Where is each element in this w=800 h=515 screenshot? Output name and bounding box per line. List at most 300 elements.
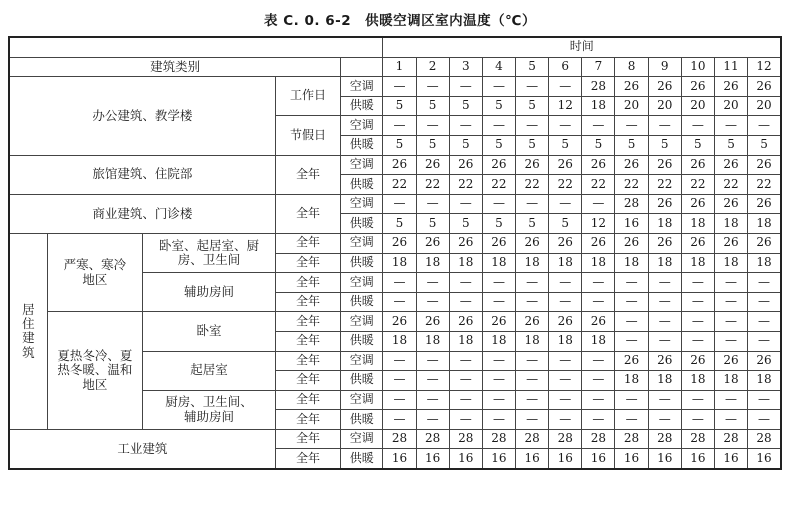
temperature-cell: 26	[681, 155, 714, 175]
temperature-cell: 26	[681, 233, 714, 253]
temperature-cell: 18	[416, 253, 449, 273]
temperature-cell: 5	[482, 96, 515, 116]
temperature-cell: —	[582, 292, 615, 312]
temperature-cell: —	[714, 390, 747, 410]
temperature-cell: 5	[416, 214, 449, 234]
mode-heating: 供暖	[341, 175, 383, 195]
temperature-cell: —	[615, 390, 648, 410]
table-title: 表 C. 0. 6-2 供暖空调区室内温度（℃）	[264, 13, 536, 29]
month-header: 1	[383, 57, 416, 77]
period-all-year: 全年	[275, 410, 340, 430]
temperature-cell: 18	[549, 331, 582, 351]
temperature-cell: —	[383, 292, 416, 312]
temperature-cell: 28	[449, 429, 482, 449]
temperature-cell: 26	[748, 77, 781, 97]
temperature-cell: —	[482, 273, 515, 293]
temperature-cell: 20	[714, 96, 747, 116]
temperature-cell: 26	[648, 77, 681, 97]
temperature-cell: —	[648, 292, 681, 312]
temperature-cell: —	[714, 331, 747, 351]
temperature-cell: 5	[482, 214, 515, 234]
period-all-year: 全年	[275, 351, 340, 371]
temperature-cell: 28	[615, 194, 648, 214]
temperature-cell: 18	[582, 96, 615, 116]
temperature-cell: —	[748, 273, 781, 293]
temperature-cell: 26	[615, 155, 648, 175]
table-row	[9, 233, 781, 253]
temperature-cell: —	[714, 410, 747, 430]
time-header: 时间	[383, 37, 781, 57]
temperature-cell: 26	[648, 233, 681, 253]
temperature-cell: 26	[681, 351, 714, 371]
temperature-cell: —	[615, 312, 648, 332]
temperature-cell: 22	[482, 175, 515, 195]
temperature-cell: —	[482, 351, 515, 371]
temperature-cell: —	[449, 351, 482, 371]
temperature-cell: 26	[516, 312, 549, 332]
temperature-cell: 18	[383, 331, 416, 351]
temperature-cell: —	[748, 390, 781, 410]
temperature-cell: 26	[449, 233, 482, 253]
temperature-cell: 28	[416, 429, 449, 449]
temperature-cell: —	[582, 116, 615, 136]
temperature-cell: 26	[516, 155, 549, 175]
temperature-cell: 26	[383, 233, 416, 253]
temperature-cell: 5	[449, 135, 482, 155]
mode-heating: 供暖	[341, 253, 383, 273]
temperature-cell: 26	[714, 233, 747, 253]
temperature-cell: 26	[582, 233, 615, 253]
indoor-temperature-table	[8, 36, 782, 470]
temperature-cell: 22	[383, 175, 416, 195]
temperature-cell: 28	[748, 429, 781, 449]
temperature-cell: —	[383, 116, 416, 136]
temperature-cell: 5	[516, 214, 549, 234]
temperature-cell: —	[482, 77, 515, 97]
temperature-cell: —	[714, 292, 747, 312]
temperature-cell: 18	[648, 253, 681, 273]
temperature-cell: 22	[549, 175, 582, 195]
table-row	[9, 155, 781, 175]
temperature-cell: —	[648, 312, 681, 332]
temperature-cell: 5	[383, 96, 416, 116]
temperature-cell: 16	[648, 449, 681, 469]
temperature-cell: 5	[449, 214, 482, 234]
temperature-cell: 16	[748, 449, 781, 469]
temperature-cell: —	[516, 371, 549, 391]
period-all-year: 全年	[275, 331, 340, 351]
room-auxiliary: 辅助房间	[143, 273, 276, 312]
temperature-cell: 16	[714, 449, 747, 469]
temperature-cell: 26	[748, 351, 781, 371]
temperature-cell: 5	[449, 96, 482, 116]
temperature-cell: 18	[714, 253, 747, 273]
temperature-cell: 26	[383, 312, 416, 332]
temperature-cell: 18	[681, 253, 714, 273]
temperature-cell: —	[714, 312, 747, 332]
temperature-cell: 26	[648, 194, 681, 214]
temperature-cell: 18	[615, 253, 648, 273]
temperature-cell: 5	[482, 135, 515, 155]
temperature-cell: —	[681, 390, 714, 410]
period-all-year: 全年	[275, 194, 340, 233]
temperature-cell: —	[582, 371, 615, 391]
temperature-cell: —	[648, 331, 681, 351]
mode-ac: 空调	[341, 77, 383, 97]
temperature-cell: 5	[549, 135, 582, 155]
temperature-cell: 18	[582, 331, 615, 351]
temperature-cell: 28	[615, 429, 648, 449]
temperature-cell: —	[416, 371, 449, 391]
temperature-cell: —	[383, 410, 416, 430]
temperature-cell: 5	[383, 135, 416, 155]
temperature-cell: 5	[416, 135, 449, 155]
temperature-cell: —	[549, 410, 582, 430]
temperature-cell: —	[681, 292, 714, 312]
temperature-cell: —	[416, 116, 449, 136]
mode-heating: 供暖	[341, 214, 383, 234]
temperature-cell: —	[482, 410, 515, 430]
period-all-year: 全年	[275, 429, 340, 449]
temperature-cell: 18	[714, 214, 747, 234]
temperature-cell: 16	[615, 449, 648, 469]
temperature-cell: —	[416, 351, 449, 371]
month-header: 2	[416, 57, 449, 77]
temperature-cell: —	[681, 331, 714, 351]
building-type-header: 建筑类别	[9, 57, 341, 77]
temperature-cell: —	[516, 390, 549, 410]
temperature-cell: 18	[714, 371, 747, 391]
temperature-cell: —	[449, 371, 482, 391]
temperature-cell: 18	[482, 331, 515, 351]
temperature-cell: 16	[416, 449, 449, 469]
temperature-cell: 28	[582, 77, 615, 97]
temperature-cell: —	[681, 116, 714, 136]
temperature-cell: —	[383, 273, 416, 293]
temperature-cell: 28	[681, 429, 714, 449]
room-kitchen-aux: 厨房、卫生间、辅助房间	[143, 390, 276, 429]
month-header: 5	[516, 57, 549, 77]
period-workday: 工作日	[275, 77, 340, 116]
mode-ac: 空调	[341, 116, 383, 136]
temperature-cell: 18	[383, 253, 416, 273]
temperature-cell: —	[681, 410, 714, 430]
temperature-cell: 22	[681, 175, 714, 195]
temperature-cell: 5	[549, 214, 582, 234]
temperature-cell: —	[449, 77, 482, 97]
temperature-cell: 20	[681, 96, 714, 116]
temperature-cell: —	[482, 194, 515, 214]
temperature-cell: 26	[416, 233, 449, 253]
temperature-cell: —	[516, 292, 549, 312]
period-all-year: 全年	[275, 371, 340, 391]
temperature-cell: 28	[648, 429, 681, 449]
mode-heating: 供暖	[341, 292, 383, 312]
temperature-cell: —	[615, 116, 648, 136]
temperature-cell: 18	[748, 214, 781, 234]
mode-ac: 空调	[341, 429, 383, 449]
temperature-cell: —	[582, 351, 615, 371]
month-header: 12	[748, 57, 781, 77]
temperature-cell: 12	[549, 96, 582, 116]
temperature-cell: 28	[582, 429, 615, 449]
month-header: 7	[582, 57, 615, 77]
temperature-cell: 28	[482, 429, 515, 449]
temperature-cell: 20	[648, 96, 681, 116]
category-residential: 居住建筑	[9, 233, 47, 429]
table-row	[9, 194, 781, 214]
room-bed-living-kitchen: 卧室、起居室、厨房、卫生间	[143, 233, 276, 272]
temperature-cell: 26	[416, 155, 449, 175]
temperature-cell: —	[383, 194, 416, 214]
temperature-cell: 26	[714, 194, 747, 214]
temperature-cell: —	[516, 77, 549, 97]
temperature-cell: 18	[516, 253, 549, 273]
temperature-cell: 26	[516, 233, 549, 253]
temperature-cell: 20	[615, 96, 648, 116]
temperature-cell: 5	[748, 135, 781, 155]
table-row	[9, 312, 781, 332]
temperature-cell: —	[516, 194, 549, 214]
temperature-cell: —	[383, 371, 416, 391]
period-all-year: 全年	[275, 273, 340, 293]
temperature-cell: 26	[714, 351, 747, 371]
temperature-cell: —	[416, 292, 449, 312]
zone-hot-summer: 夏热冬冷、夏热冬暖、温和地区	[47, 312, 142, 430]
temperature-cell: 5	[615, 135, 648, 155]
room-living: 起居室	[143, 351, 276, 390]
temperature-cell: 18	[549, 253, 582, 273]
temperature-cell: 18	[681, 214, 714, 234]
temperature-cell: 18	[748, 253, 781, 273]
period-all-year: 全年	[275, 449, 340, 469]
temperature-cell: —	[482, 116, 515, 136]
period-all-year: 全年	[275, 292, 340, 312]
temperature-cell: 26	[681, 194, 714, 214]
month-header: 9	[648, 57, 681, 77]
mode-heating: 供暖	[341, 96, 383, 116]
temperature-cell: —	[648, 116, 681, 136]
temperature-cell: 18	[449, 253, 482, 273]
temperature-cell: —	[748, 116, 781, 136]
temperature-cell: 26	[714, 155, 747, 175]
temperature-cell: 26	[648, 155, 681, 175]
temperature-cell: —	[748, 292, 781, 312]
temperature-cell: 26	[615, 233, 648, 253]
category-commercial: 商业建筑、门诊楼	[9, 194, 275, 233]
table-row	[9, 429, 781, 449]
temperature-cell: —	[449, 194, 482, 214]
mode-ac: 空调	[341, 351, 383, 371]
table-row	[9, 77, 781, 97]
header-row-months	[9, 57, 781, 77]
mode-ac: 空调	[341, 194, 383, 214]
temperature-cell: 26	[714, 77, 747, 97]
temperature-cell: 26	[482, 312, 515, 332]
temperature-cell: 26	[549, 155, 582, 175]
temperature-cell: 26	[748, 233, 781, 253]
temperature-cell: —	[416, 194, 449, 214]
month-header: 10	[681, 57, 714, 77]
temperature-cell: —	[748, 331, 781, 351]
temperature-cell: 26	[416, 312, 449, 332]
temperature-cell: —	[383, 390, 416, 410]
mode-ac: 空调	[341, 273, 383, 293]
temperature-cell: —	[748, 312, 781, 332]
temperature-cell: —	[582, 390, 615, 410]
temperature-cell: 26	[582, 312, 615, 332]
mode-ac: 空调	[341, 312, 383, 332]
mode-ac: 空调	[341, 233, 383, 253]
temperature-cell: 26	[582, 155, 615, 175]
temperature-cell: —	[482, 390, 515, 410]
temperature-cell: 22	[714, 175, 747, 195]
mode-ac: 空调	[341, 155, 383, 175]
temperature-cell: —	[748, 410, 781, 430]
temperature-cell: 26	[748, 155, 781, 175]
mode-heating: 供暖	[341, 331, 383, 351]
temperature-cell: —	[449, 292, 482, 312]
temperature-cell: 5	[516, 135, 549, 155]
period-all-year: 全年	[275, 155, 340, 194]
temperature-cell: —	[714, 273, 747, 293]
temperature-cell: —	[549, 351, 582, 371]
temperature-cell: —	[416, 410, 449, 430]
temperature-cell: 22	[748, 175, 781, 195]
temperature-cell: 22	[416, 175, 449, 195]
mode-heating: 供暖	[341, 449, 383, 469]
temperature-cell: —	[383, 351, 416, 371]
temperature-cell: 5	[582, 135, 615, 155]
mode-heating: 供暖	[341, 135, 383, 155]
temperature-cell: 18	[449, 331, 482, 351]
temperature-cell: 28	[383, 429, 416, 449]
temperature-cell: —	[681, 312, 714, 332]
period-all-year: 全年	[275, 390, 340, 410]
temperature-cell: 16	[383, 449, 416, 469]
temperature-cell: 18	[648, 214, 681, 234]
temperature-cell: 26	[482, 233, 515, 253]
temperature-cell: 12	[582, 214, 615, 234]
temperature-cell: —	[582, 410, 615, 430]
temperature-cell: 26	[549, 233, 582, 253]
temperature-cell: 26	[748, 194, 781, 214]
period-holiday: 节假日	[275, 116, 340, 155]
temperature-cell: 22	[615, 175, 648, 195]
temperature-cell: 18	[416, 331, 449, 351]
zone-severe-cold: 严寒、寒冷地区	[47, 233, 142, 311]
temperature-cell: —	[714, 116, 747, 136]
temperature-cell: —	[482, 292, 515, 312]
temperature-cell: 26	[681, 77, 714, 97]
temperature-cell: 26	[549, 312, 582, 332]
temperature-cell: —	[615, 410, 648, 430]
temperature-cell: 16	[449, 449, 482, 469]
header-row-time	[9, 37, 781, 57]
temperature-cell: —	[549, 116, 582, 136]
temperature-cell: 26	[648, 351, 681, 371]
temperature-cell: —	[582, 194, 615, 214]
temperature-cell: 5	[416, 96, 449, 116]
temperature-cell: —	[648, 390, 681, 410]
temperature-cell: 18	[748, 371, 781, 391]
mode-heating: 供暖	[341, 410, 383, 430]
month-header: 6	[549, 57, 582, 77]
temperature-cell: 16	[549, 449, 582, 469]
temperature-cell: —	[383, 77, 416, 97]
temperature-cell: 5	[648, 135, 681, 155]
temperature-cell: —	[449, 273, 482, 293]
temperature-cell: —	[549, 194, 582, 214]
temperature-cell: 26	[449, 312, 482, 332]
temperature-cell: —	[416, 390, 449, 410]
temperature-cell: 26	[449, 155, 482, 175]
temperature-cell: —	[449, 390, 482, 410]
temperature-cell: 16	[681, 449, 714, 469]
temperature-cell: —	[615, 292, 648, 312]
temperature-cell: —	[615, 273, 648, 293]
temperature-cell: 26	[383, 155, 416, 175]
category-office: 办公建筑、教学楼	[9, 77, 275, 155]
temperature-cell: —	[681, 273, 714, 293]
temperature-cell: —	[615, 331, 648, 351]
temperature-cell: —	[482, 371, 515, 391]
temperature-cell: —	[549, 292, 582, 312]
temperature-cell: 5	[681, 135, 714, 155]
temperature-cell: 5	[714, 135, 747, 155]
temperature-cell: —	[416, 77, 449, 97]
temperature-cell: —	[582, 273, 615, 293]
category-industrial: 工业建筑	[9, 429, 275, 469]
temperature-cell: —	[449, 410, 482, 430]
month-header: 11	[714, 57, 747, 77]
room-bedroom: 卧室	[143, 312, 276, 351]
temperature-cell: 26	[482, 155, 515, 175]
temperature-cell: 16	[582, 449, 615, 469]
temperature-cell: 28	[714, 429, 747, 449]
month-header: 3	[449, 57, 482, 77]
mode-heating: 供暖	[341, 371, 383, 391]
temperature-cell: —	[516, 410, 549, 430]
temperature-cell: 22	[648, 175, 681, 195]
temperature-cell: 20	[748, 96, 781, 116]
temperature-cell: 18	[615, 371, 648, 391]
month-header: 8	[615, 57, 648, 77]
temperature-cell: —	[516, 351, 549, 371]
temperature-cell: —	[549, 273, 582, 293]
temperature-cell: 5	[383, 214, 416, 234]
temperature-cell: —	[648, 410, 681, 430]
month-header: 4	[482, 57, 515, 77]
category-hotel: 旅馆建筑、住院部	[9, 155, 275, 194]
temperature-cell: 22	[582, 175, 615, 195]
temperature-cell: —	[549, 77, 582, 97]
temperature-cell: 26	[615, 77, 648, 97]
temperature-cell: 18	[582, 253, 615, 273]
period-all-year: 全年	[275, 233, 340, 253]
temperature-cell: 18	[648, 371, 681, 391]
temperature-cell: —	[416, 273, 449, 293]
temperature-cell: 22	[449, 175, 482, 195]
temperature-cell: 18	[516, 331, 549, 351]
temperature-cell: 16	[615, 214, 648, 234]
temperature-cell: 5	[516, 96, 549, 116]
period-all-year: 全年	[275, 312, 340, 332]
temperature-cell: —	[516, 116, 549, 136]
temperature-cell: —	[549, 390, 582, 410]
temperature-cell: —	[449, 116, 482, 136]
temperature-cell: 16	[482, 449, 515, 469]
